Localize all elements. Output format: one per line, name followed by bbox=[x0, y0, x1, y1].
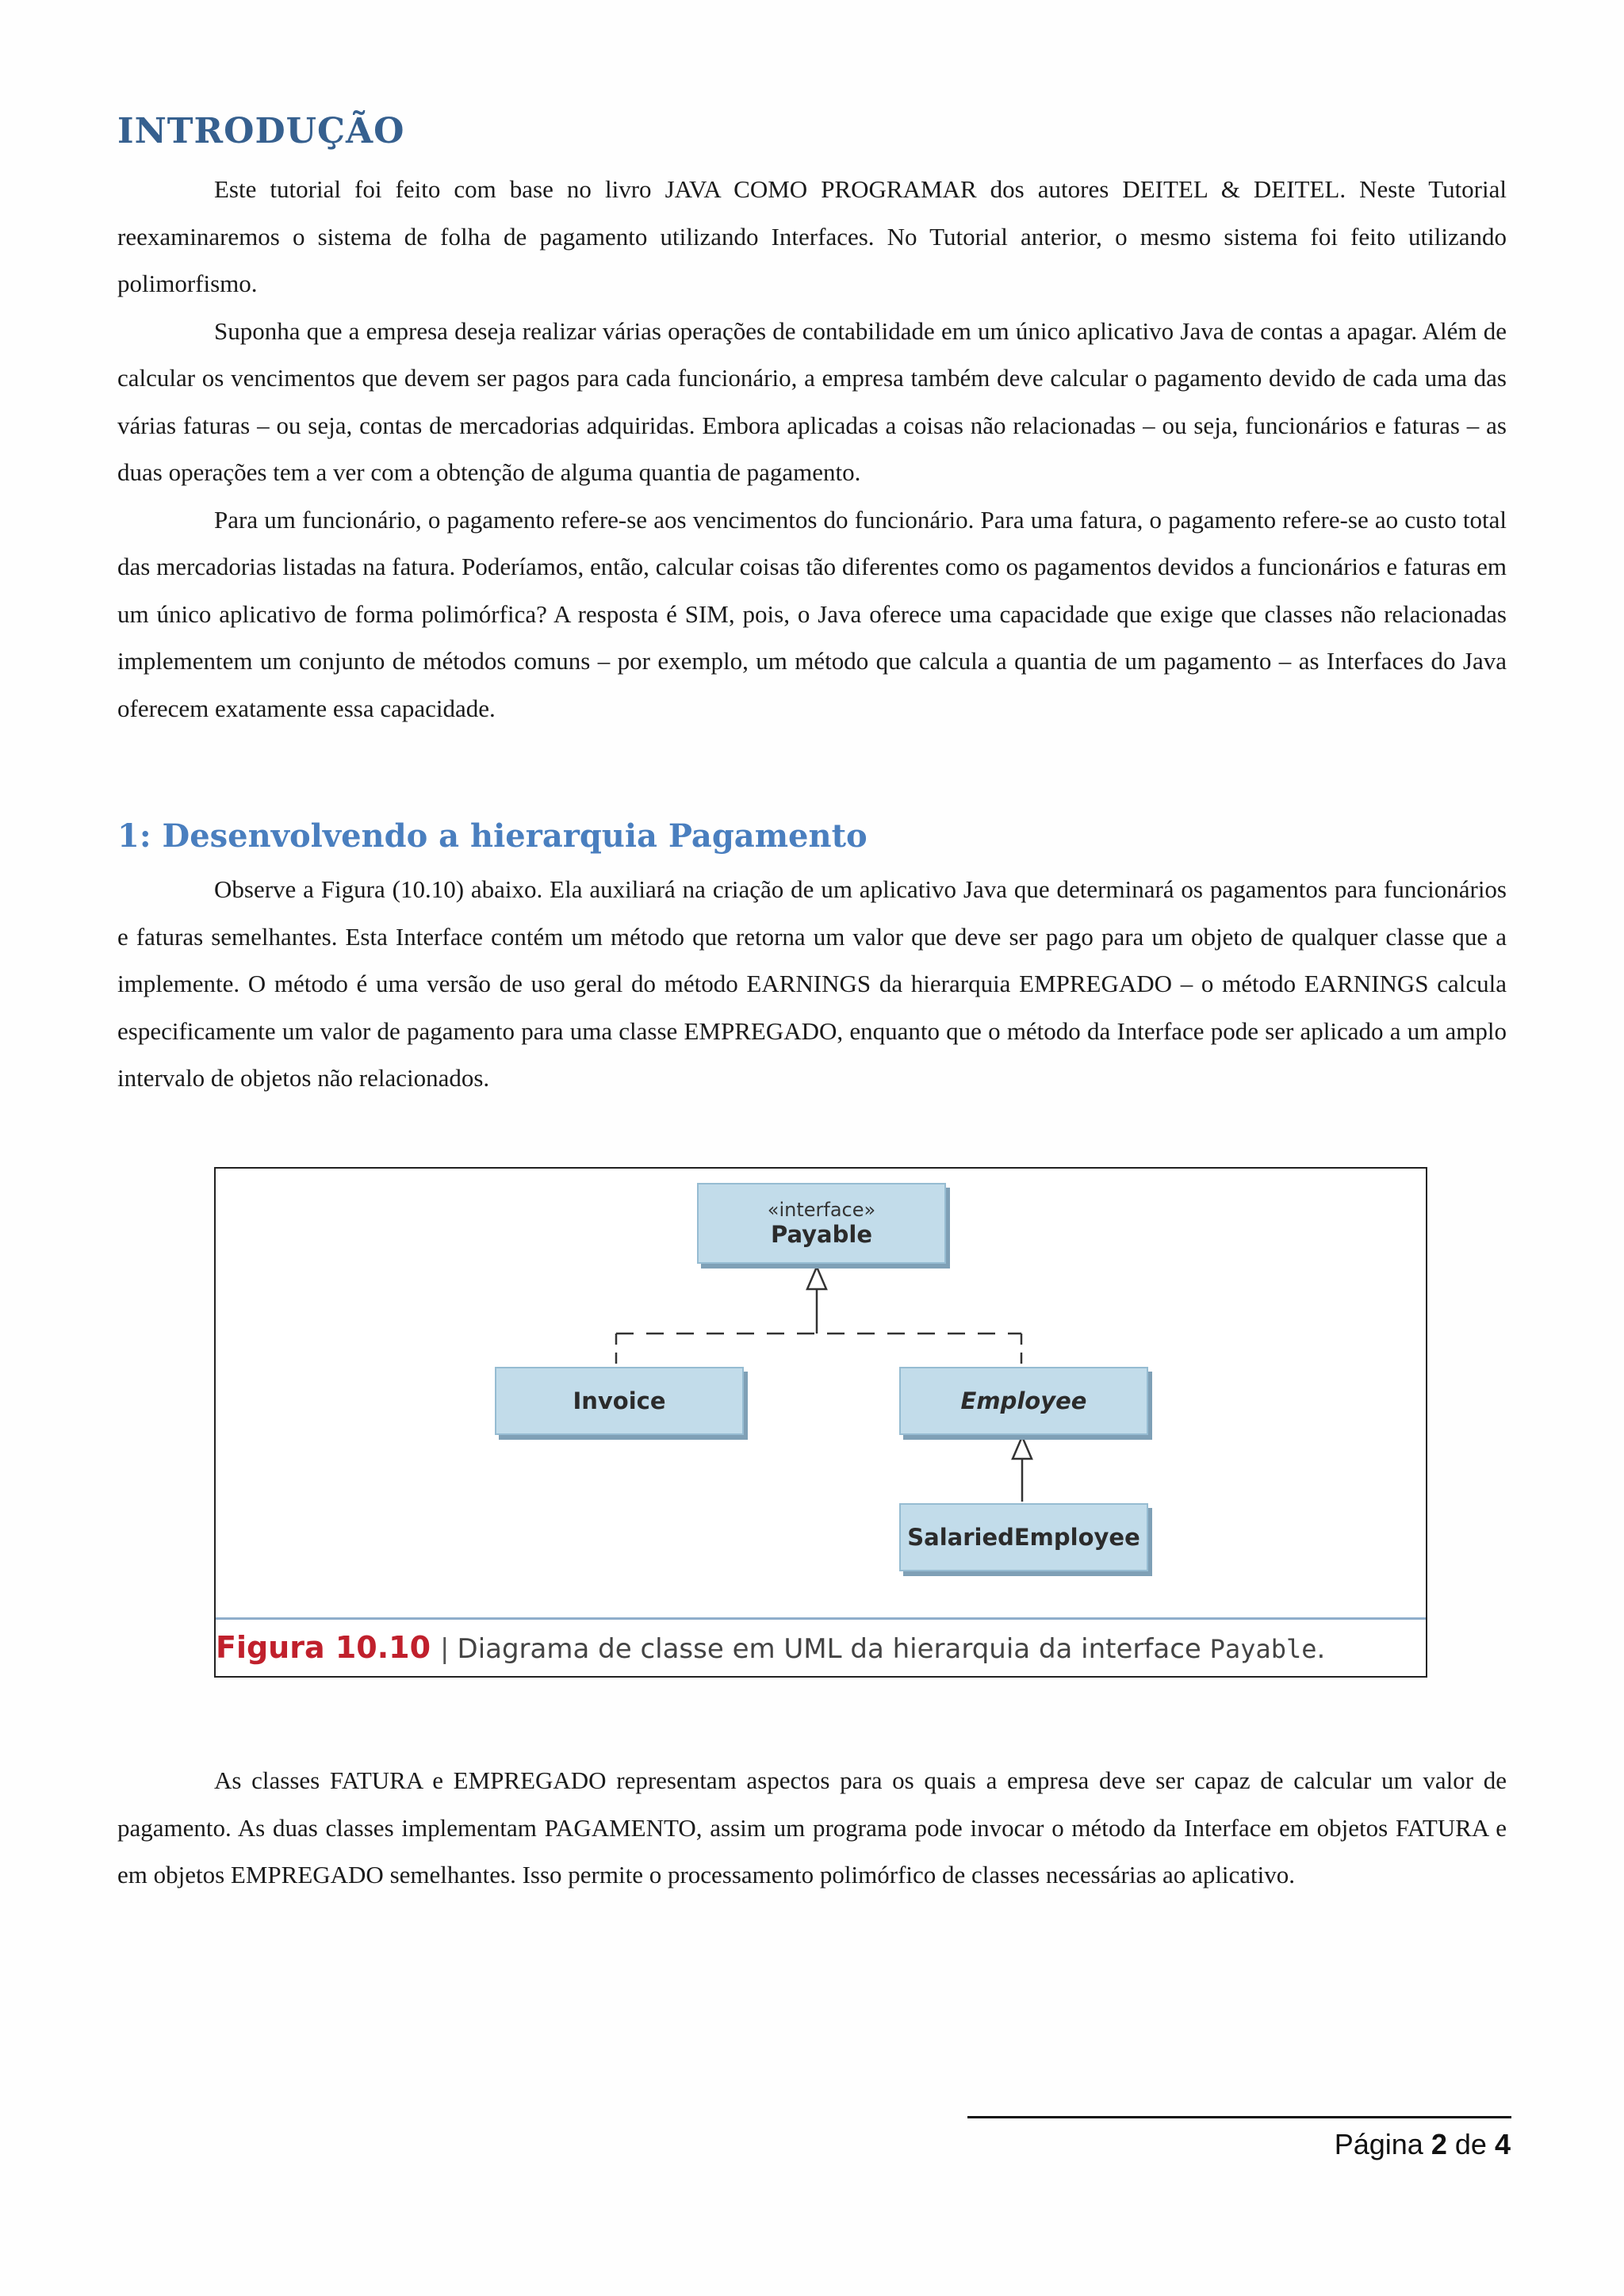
uml-class-employee bbox=[899, 1367, 1148, 1435]
uml-class-invoice bbox=[495, 1367, 744, 1435]
caption-text: Diagrama de classe em UML da hierarquia da interface bbox=[457, 1633, 1201, 1665]
footer-total-pages: 4 bbox=[1494, 2128, 1511, 2160]
class-salaried-name: SalariedEmployee bbox=[907, 1524, 1140, 1551]
intro-paragraph-1: Este tutorial foi feito com base no livro JAVA COMO PROGRAMAR dos autores DEITEL & DEITEL. Neste Tutorial reexaminaremos o sistema de folha de pagamento utilizando Interfaces. No Tutorial anterior, o mesmo sistema foi feito utilizando polimorfismo. bbox=[117, 175, 1507, 297]
footer-page-word: Página bbox=[1334, 2128, 1423, 2160]
inheritance-arrowhead bbox=[1013, 1437, 1032, 1459]
page-footer bbox=[1335, 2128, 1511, 2161]
interface-name: Payable bbox=[771, 1221, 872, 1248]
caption-divider bbox=[216, 1617, 1426, 1620]
caption-label: Figura 10.10 bbox=[216, 1630, 431, 1665]
uml-figure bbox=[214, 1167, 1427, 1678]
uml-interface-payable bbox=[697, 1183, 946, 1264]
after-figure-paragraph: As classes FATURA e EMPREGADO representam aspectos para os quais a empresa deve ser capaz de calcular um valor de pagamento. As duas classes implementam PAGAMENTO, assim um programa pode invocar o método da Interface em objetos FATURA e em objetos EMPREGADO semelhantes. Isso permite o processamento polimórfico de classes necessárias ao aplicativo. bbox=[117, 1766, 1507, 1888]
footer-page-number: 2 bbox=[1431, 2128, 1447, 2160]
uml-class-salaried-employee bbox=[899, 1503, 1148, 1571]
after-figure-content bbox=[117, 1757, 1507, 1899]
caption-separator: | bbox=[440, 1633, 450, 1665]
interface-stereotype: «interface» bbox=[767, 1199, 876, 1221]
section1-heading: 1: Desenvolvendo a hierarquia Pagamento bbox=[117, 817, 868, 855]
footer-of-word: de bbox=[1454, 2128, 1487, 2160]
footer-divider bbox=[967, 2116, 1511, 2118]
intro-heading: INTRODUÇÃO bbox=[117, 111, 405, 151]
caption-code: Payable bbox=[1209, 1634, 1317, 1664]
intro-paragraph-3: Para um funcionário, o pagamento refere-se aos vencimentos do funcionário. Para uma fatura, o pagamento refere-se ao custo total das mercadorias listadas na fatura. Poderíamos, então, calcular coisas tão diferentes como os pagamentos devidos a funcionários e faturas em um único aplicativo de forma polimórfica? A resposta é SIM, pois, o Java oferece uma capacidade que exige que classes não relacionadas implementem um conjunto de métodos comuns – por exemplo, um método que calcula a quantia de um pagamento – as Interfaces do Java oferecem exatamente essa capacidade. bbox=[117, 505, 1507, 722]
main-content bbox=[117, 111, 1507, 1102]
figure-caption bbox=[216, 1630, 1325, 1665]
class-invoice-name: Invoice bbox=[573, 1387, 666, 1414]
section1-paragraph-1: Observe a Figura (10.10) abaixo. Ela auxiliará na criação de um aplicativo Java que determinará os pagamentos para funcionários e faturas semelhantes. Esta Interface contém um método que retorna um valor que deve ser pago para um objeto de qualquer classe que a implemente. O método é uma versão de uso geral do método EARNINGS da hierarquia EMPREGADO – o método EARNINGS calcula especificamente um valor de pagamento para uma classe EMPREGADO, enquanto que o método da Interface pode ser aplicado a um amplo intervalo de objetos não relacionados. bbox=[117, 875, 1507, 1092]
caption-end: . bbox=[1316, 1633, 1326, 1665]
realization-arrowhead bbox=[807, 1267, 826, 1289]
intro-paragraph-2: Suponha que a empresa deseja realizar várias operações de contabilidade em um único aplicativo Java de contas a apagar. Além de calcular os vencimentos que devem ser pagos para cada funcionário, a empresa também deve calcular o pagamento devido de cada uma das várias faturas – ou seja, contas de mercadorias adquiridas. Embora aplicadas a coisas não relacionadas – ou seja, funcionários e faturas – as duas operações tem a ver com a obtenção de alguma quantia de pagamento. bbox=[117, 316, 1507, 486]
class-employee-name: Employee bbox=[960, 1387, 1087, 1414]
